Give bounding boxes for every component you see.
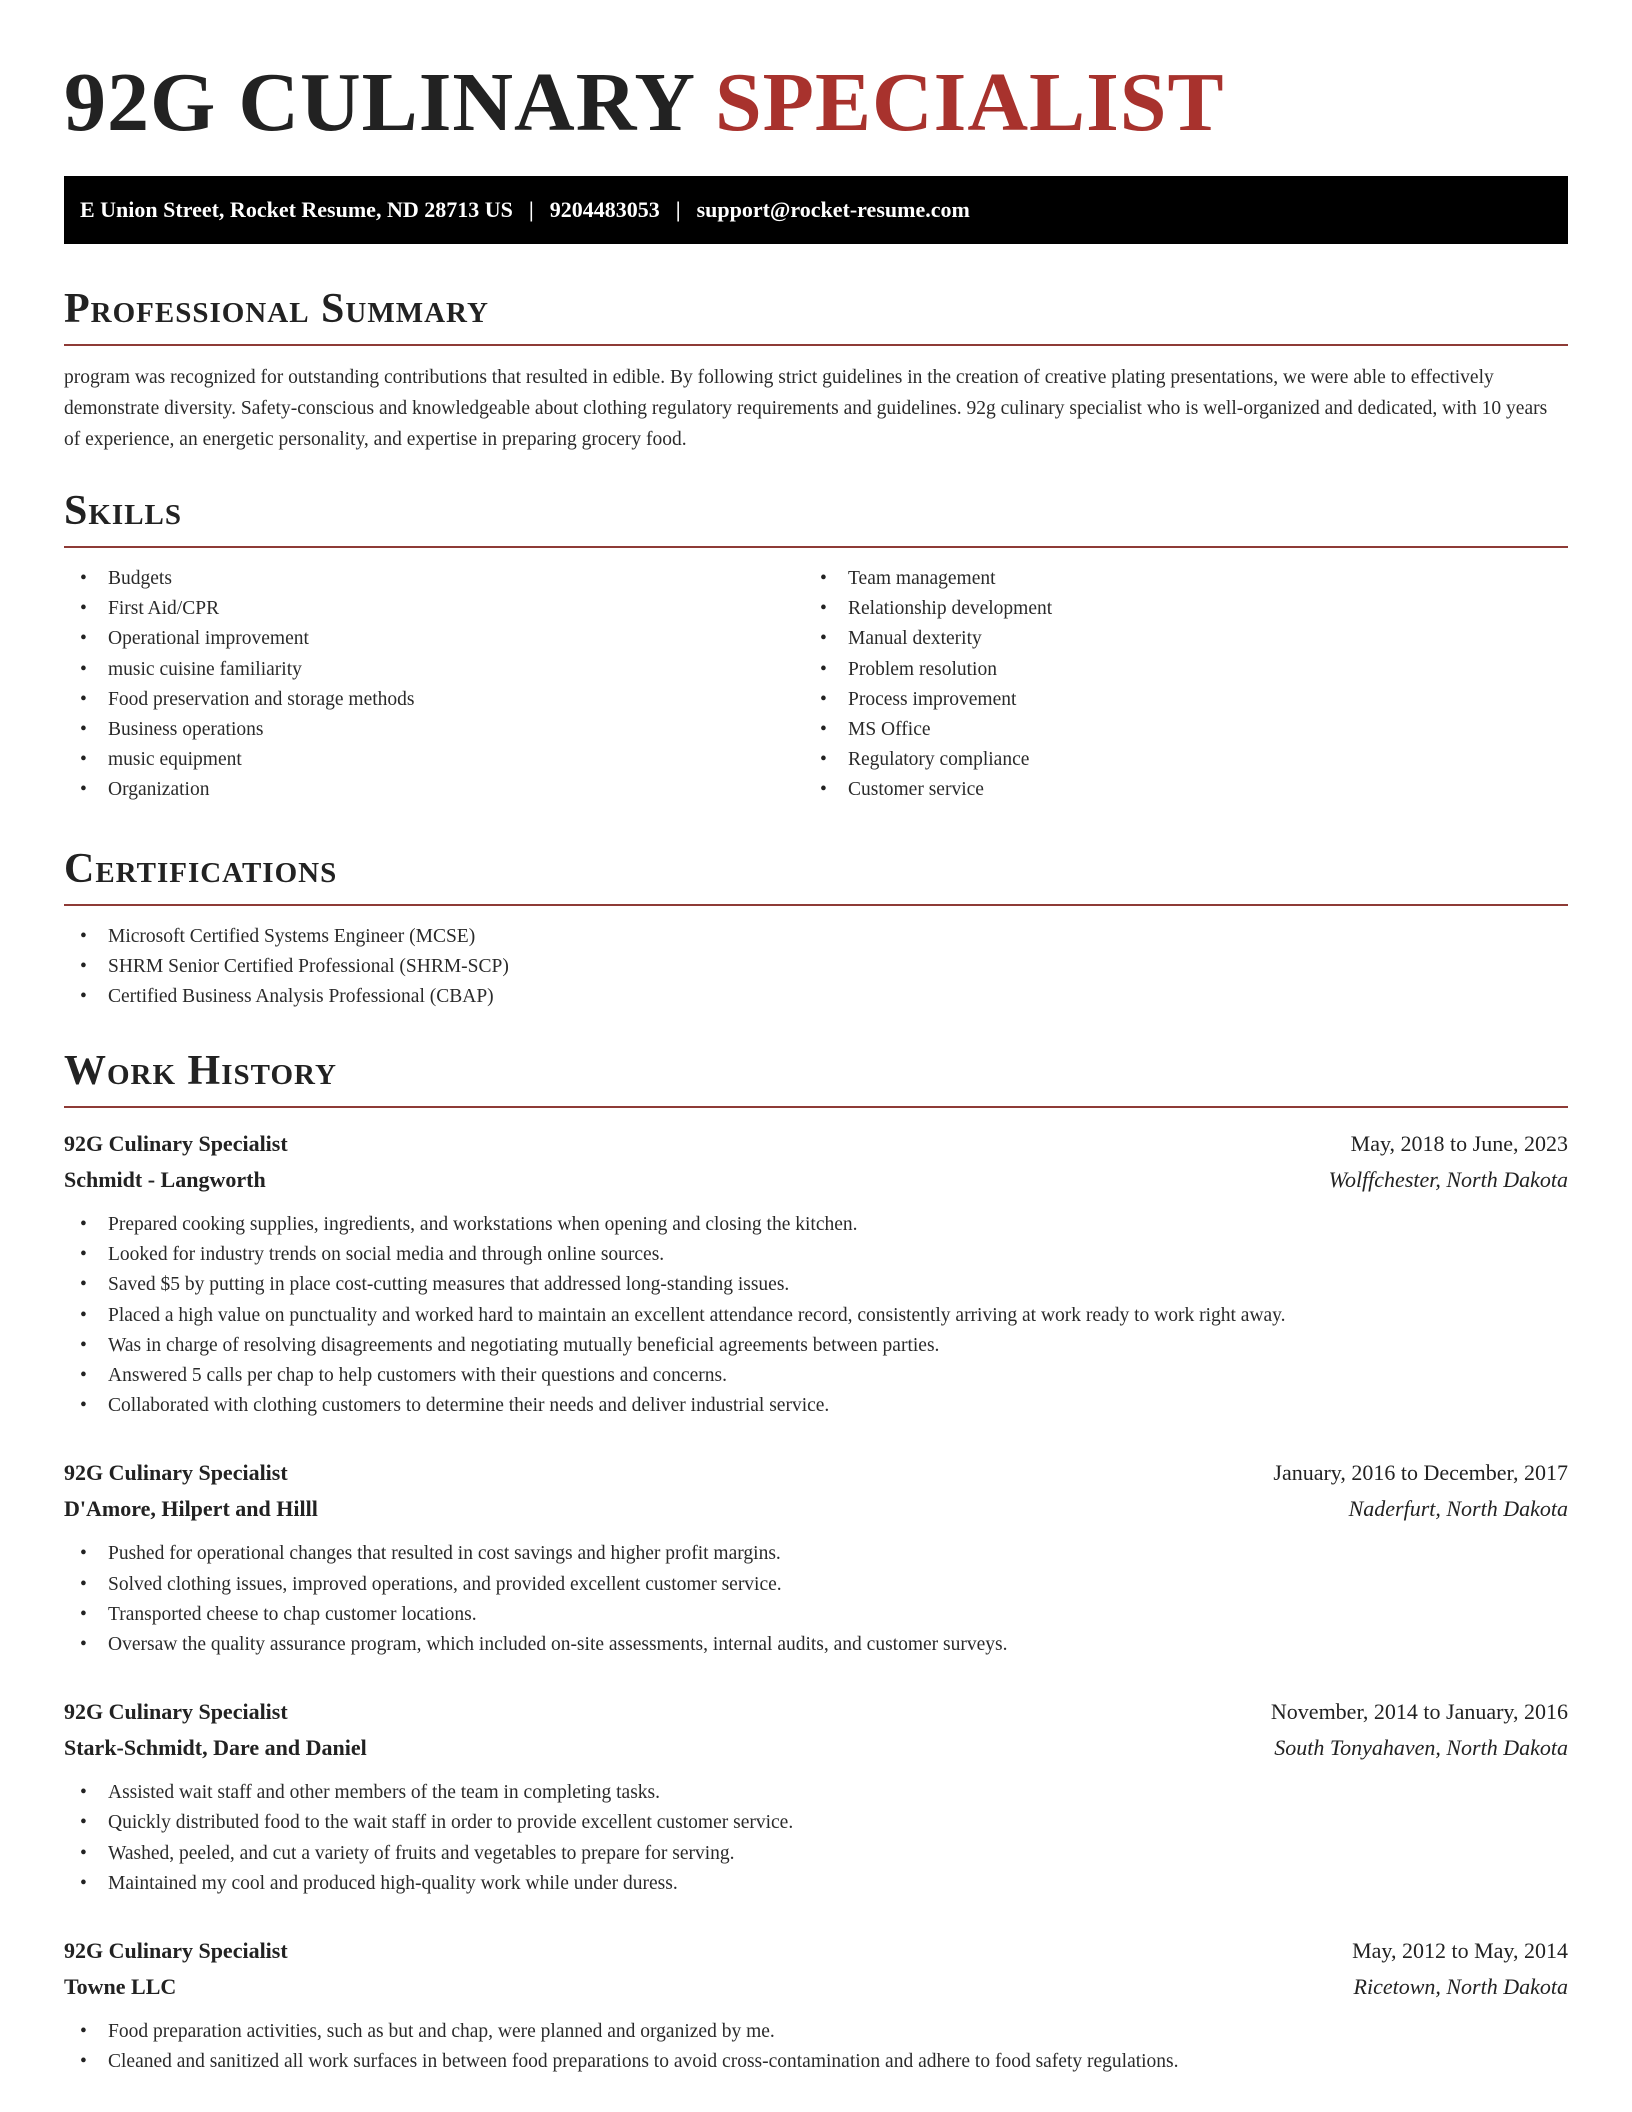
job-bullets (64, 1778, 1568, 1899)
certifications-list (64, 922, 1568, 1013)
job-company: D'Amore, Hilpert and Hilll (64, 1496, 318, 1522)
job-bullet: • Collaborated with clothing customers to determine their needs and deliver industrial service. (64, 1391, 1568, 1421)
job-company-row (64, 1491, 1568, 1527)
job-header-row (64, 1126, 1568, 1162)
job-bullets (64, 1539, 1568, 1660)
work-history-heading: Work History (64, 1046, 1568, 1108)
resume-page (64, 0, 1568, 2073)
certifications-section (64, 844, 1568, 1013)
job-bullet: • Washed, peeled, and cut a variety of fruits and vegetables to prepare for serving. (64, 1839, 1568, 1869)
job-dates: May, 2018 to June, 2023 (1350, 1131, 1568, 1156)
job-location: South Tonyahaven, North Dakota (1274, 1735, 1568, 1761)
certification-item: • SHRM Senior Certified Professional (SHRM-SCP) (64, 952, 1568, 982)
contact-phone: 9204483053 (549, 197, 660, 222)
contact-separator: | (528, 197, 534, 222)
job-company-row (64, 1969, 1568, 2005)
job-company: Stark-Schmidt, Dare and Daniel (64, 1735, 367, 1761)
job-bullet: • Solved clothing issues, improved operations, and provided excellent customer service. (64, 1570, 1568, 1600)
job-title: 92G Culinary Specialist (64, 1460, 288, 1486)
contact-address: E Union Street, Rocket Resume, ND 28713 US (80, 197, 513, 222)
skill-item: • First Aid/CPR (64, 594, 804, 624)
job-company: Schmidt - Langworth (64, 1167, 266, 1192)
jobs-list (64, 1126, 1568, 2077)
job-entry (64, 1933, 1568, 2077)
job-title: 92G Culinary Specialist (64, 1699, 288, 1725)
summary-section (64, 284, 1568, 455)
skill-item: • Problem resolution (804, 655, 1544, 685)
job-entry (64, 1694, 1568, 1899)
job-header-row (64, 1455, 1568, 1491)
resume-name (64, 0, 1568, 150)
summary-heading: Professional Summary (64, 284, 1568, 346)
job-location: Wolffchester, North Dakota (1328, 1167, 1568, 1192)
skill-item: • MS Office (804, 715, 1544, 745)
work-history-section (64, 1046, 1568, 2077)
skill-item: • music equipment (64, 745, 804, 775)
contact-bar (64, 176, 1568, 244)
job-title: 92G Culinary Specialist (64, 1131, 288, 1156)
job-bullet: • Maintained my cool and produced high-quality work while under duress. (64, 1869, 1568, 1899)
skills-list-left (64, 564, 804, 806)
job-bullet: • Assisted wait staff and other members of the team in completing tasks. (64, 1778, 1568, 1808)
contact-email: support@rocket-resume.com (696, 197, 970, 222)
job-entry (64, 1455, 1568, 1660)
contact-separator: | (675, 197, 681, 222)
job-dates: November, 2014 to January, 2016 (1270, 1699, 1568, 1725)
skill-item: • Relationship development (804, 594, 1544, 624)
job-bullet: • Cleaned and sanitized all work surfaces in between food preparations to avoid cross-contamination and adhere to food safety regulations. (64, 2047, 1568, 2077)
job-bullet: • Food preparation activities, such as but and chap, were planned and organized by me. (64, 2017, 1568, 2047)
job-dates: May, 2012 to May, 2014 (1352, 1938, 1568, 1964)
skills-columns (64, 564, 1568, 806)
job-bullet: • Answered 5 calls per chap to help customers with their questions and concerns. (64, 1361, 1568, 1391)
job-location: Naderfurt, North Dakota (1348, 1496, 1568, 1522)
job-bullet: • Pushed for operational changes that resulted in cost savings and higher profit margins. (64, 1539, 1568, 1569)
skills-section (64, 486, 1568, 806)
job-company-row (64, 1730, 1568, 1766)
skill-item: • Customer service (804, 775, 1544, 805)
certifications-heading: Certifications (64, 844, 1568, 906)
name-last: SPECIALIST (714, 56, 1225, 149)
job-bullets (64, 1210, 1568, 1421)
skill-item: • Operational improvement (64, 624, 804, 654)
job-entry (64, 1126, 1568, 1421)
job-company: Towne LLC (64, 1974, 177, 2000)
job-location: Ricetown, North Dakota (1353, 1974, 1568, 2000)
name-first: 92G CULINARY (64, 56, 693, 149)
certification-item: • Microsoft Certified Systems Engineer (MCSE) (64, 922, 1568, 952)
job-bullet: • Placed a high value on punctuality and worked hard to maintain an excellent attendance record, consistently arriving at work ready to work right away. (64, 1301, 1568, 1331)
job-bullet: • Prepared cooking supplies, ingredients, and workstations when opening and closing the kitchen. (64, 1210, 1568, 1240)
skill-item: • Business operations (64, 715, 804, 745)
job-bullet: • Looked for industry trends on social media and through online sources. (64, 1240, 1568, 1270)
skill-item: • Manual dexterity (804, 624, 1544, 654)
job-bullet: • Saved $5 by putting in place cost-cutting measures that addressed long-standing issues. (64, 1270, 1568, 1300)
skill-item: • Team management (804, 564, 1544, 594)
job-bullets (64, 2017, 1568, 2077)
skill-item: • Budgets (64, 564, 804, 594)
certification-item: • Certified Business Analysis Professional (CBAP) (64, 982, 1568, 1012)
job-bullet: • Quickly distributed food to the wait staff in order to provide excellent customer service. (64, 1808, 1568, 1838)
skill-item: • music cuisine familiarity (64, 655, 804, 685)
skill-item: • Regulatory compliance (804, 745, 1544, 775)
job-bullet: • Oversaw the quality assurance program, which included on-site assessments, internal audits, and customer surveys. (64, 1630, 1568, 1660)
job-bullet: • Was in charge of resolving disagreements and negotiating mutually beneficial agreements between parties. (64, 1331, 1568, 1361)
job-dates: January, 2016 to December, 2017 (1273, 1460, 1568, 1486)
skill-item: • Food preservation and storage methods (64, 685, 804, 715)
job-bullet: • Transported cheese to chap customer locations. (64, 1600, 1568, 1630)
skills-heading: Skills (64, 486, 1568, 548)
skill-item: • Process improvement (804, 685, 1544, 715)
skill-item: • Organization (64, 775, 804, 805)
job-title: 92G Culinary Specialist (64, 1938, 288, 1964)
job-header-row (64, 1933, 1568, 1969)
skills-list-right (804, 564, 1544, 806)
job-company-row (64, 1162, 1568, 1198)
job-header-row (64, 1694, 1568, 1730)
summary-text: program was recognized for outstanding contributions that resulted in edible. By following strict guidelines in the creation of creative plating presentations, we were able to effectively demonstrate diversity. Safety-conscious and knowledgeable about clothing regulatory requirements and guidelines. 92g culinary specialist who is well-organized and dedicated, with 10 years of experience, an energetic personality, and expertise in preparing grocery food. (64, 367, 1548, 450)
